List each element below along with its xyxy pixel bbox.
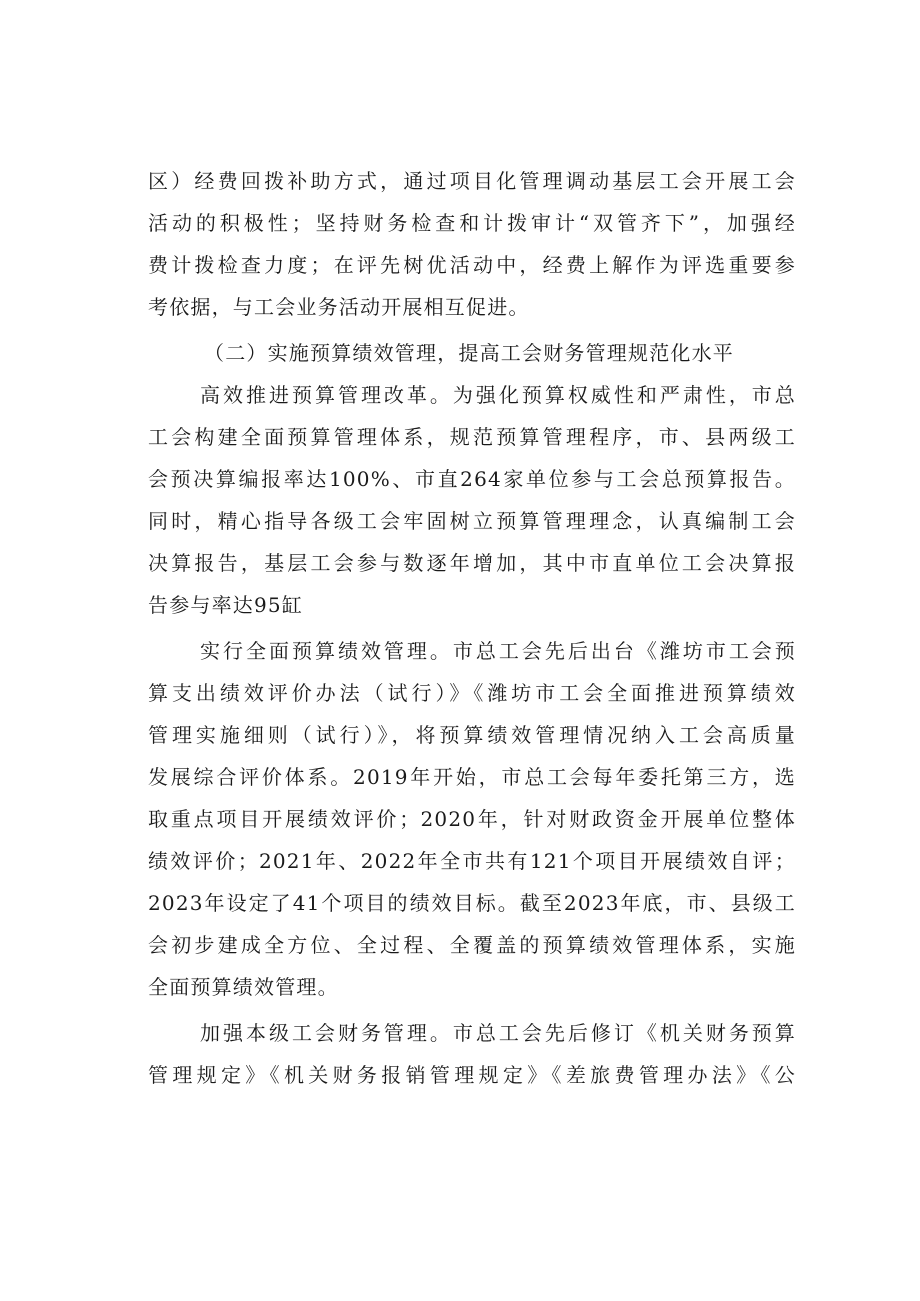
text-line: 区）经费回拨补助方式，通过项目化管理调动基层工会开展工会: [148, 169, 796, 193]
text-line: 活动的积极性；坚持财务检查和计拨审计“双管齐下”，加强经: [148, 211, 796, 235]
text-line: 工会构建全面预算管理体系，规范预算管理程序，市、县两级工: [148, 425, 796, 449]
text-line: 发展综合评价体系。2019年开始，市总工会每年委托第三方，选: [148, 765, 796, 789]
document-page: [148, 160, 796, 1096]
text-line: 告参与率达95缸: [148, 593, 304, 617]
text-line: 全面预算绩效管理。: [148, 975, 339, 999]
heading-text: （二）实施预算绩效管理，提高工会财务管理规范化水平: [204, 341, 734, 365]
paragraph-performance-management: [148, 630, 796, 1008]
text-line: 费计拨检查力度；在评先树优活动中，经费上解作为评选重要参: [148, 253, 796, 277]
text-line: 管理规定》《机关财务报销管理规定》《差旅费管理办法》《公: [148, 1063, 796, 1087]
text-line: 2023年设定了41个项目的绩效目标。截至2023年底，市、县级工: [148, 891, 796, 915]
paragraph-budget-reform: [148, 374, 796, 626]
section-heading: [148, 332, 796, 374]
paragraph-financial-management: [148, 1012, 796, 1096]
text-line: 高效推进预算管理改革。为强化预算权威性和严肃性，市总: [200, 383, 796, 407]
text-line: 加强本级工会财务管理。市总工会先后修订《机关财务预算: [200, 1021, 796, 1045]
paragraph-funding-allocation: [148, 160, 796, 328]
text-line: 考依据，与工会业务活动开展相互促进。: [148, 295, 530, 319]
text-line: 实行全面预算绩效管理。市总工会先后出台《潍坊市工会预: [200, 639, 796, 663]
text-line: 绩效评价；2021年、2022年全市共有121个项目开展绩效自评；: [148, 849, 796, 873]
text-line: 会预决算编报率达100%、市直264家单位参与工会总预算报告。: [148, 467, 796, 491]
text-line: 管理实施细则（试行）》，将预算绩效管理情况纳入工会高质量: [148, 723, 796, 747]
text-line: 会初步建成全方位、全过程、全覆盖的预算绩效管理体系，实施: [148, 933, 796, 957]
text-line: 算支出绩效评价办法（试行）》《潍坊市工会全面推进预算绩效: [148, 681, 796, 705]
text-line: 决算报告，基层工会参与数逐年增加，其中市直单位工会决算报: [148, 551, 796, 575]
text-line: 取重点项目开展绩效评价；2020年，针对财政资金开展单位整体: [148, 807, 796, 831]
text-line: 同时，精心指导各级工会牢固树立预算管理理念，认真编制工会: [148, 509, 796, 533]
